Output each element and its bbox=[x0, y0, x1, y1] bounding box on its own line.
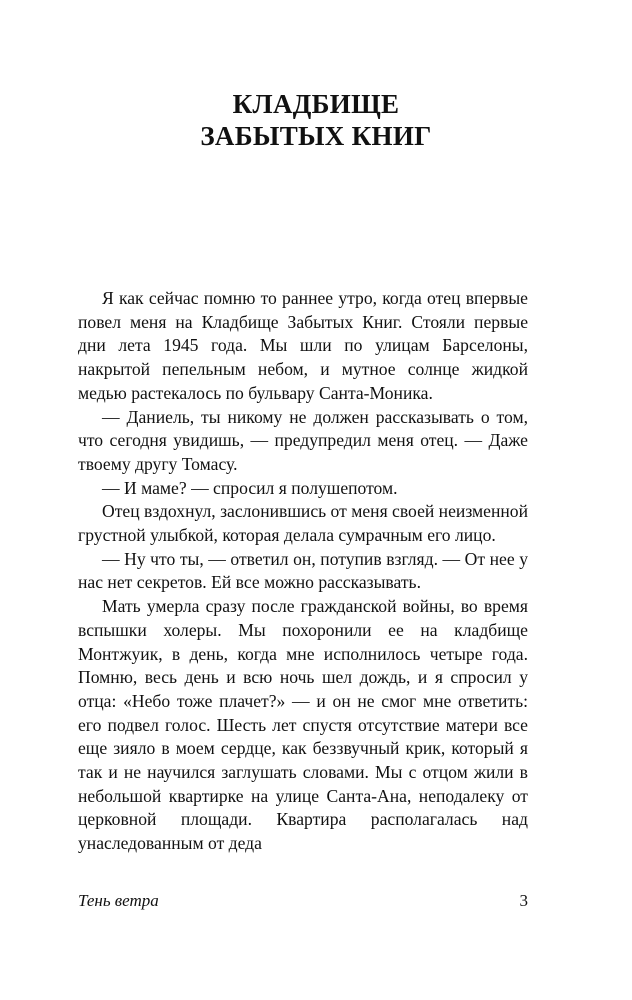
running-footer-book-title: Тень ветра bbox=[78, 891, 159, 910]
paragraph: — Ну что ты, — ответил он, потупив взгляд. — От нее у нас нет секретов. Ей все можно рассказывать. bbox=[78, 548, 528, 593]
paragraph: — Даниель, ты никому не должен рассказывать о том, что сегодня увидишь, — предупредил меня отец. — Даже твоему другу Томасу. bbox=[78, 406, 528, 474]
paragraph: Мать умерла сразу после гражданской войны, во время вспышки холеры. Мы похоронили ее на кладбище Монтжуик, в день, когда мне исполнилось четыре года. Помню, весь день и всю ночь шел дождь, и я спросил у отца: «Небо тоже плачет?» — и он не смог мне ответить: его подвел голос. Шесть лет спустя отсутствие матери все еще зияло в моем сердце, как беззвучный крик, который я так и не научился заглушать словами. Мы с отцом жили в небольшой квартирке на улице Санта-Ана, неподалеку от церковной площади. Квартира располагалась над унаследованным от деда bbox=[78, 596, 528, 854]
page-number: 3 bbox=[519, 891, 528, 910]
chapter-title bbox=[0, 88, 632, 152]
paragraph: Я как сейчас помню то раннее утро, когда отец впервые повел меня на Кладбище Забытых Книг. Стояли первые дни лета 1945 года. Мы шли по улицам Барселоны, накрытой пепельным небом, и мутное солнце жидкой медью растекалось по бульвару Санта-Моника. bbox=[78, 288, 528, 403]
chapter-title-line-1: КЛАДБИЩЕ bbox=[232, 89, 400, 119]
paragraph: — И маме? — спросил я полушепотом. bbox=[102, 477, 398, 498]
body-text bbox=[78, 287, 528, 856]
paragraph: Отец вздохнул, заслонившись от меня своей неизменной грустной улыбкой, которая делала сумрачным его лицо. bbox=[78, 501, 529, 546]
chapter-title-line-2: ЗАБЫТЫХ КНИГ bbox=[200, 121, 432, 151]
